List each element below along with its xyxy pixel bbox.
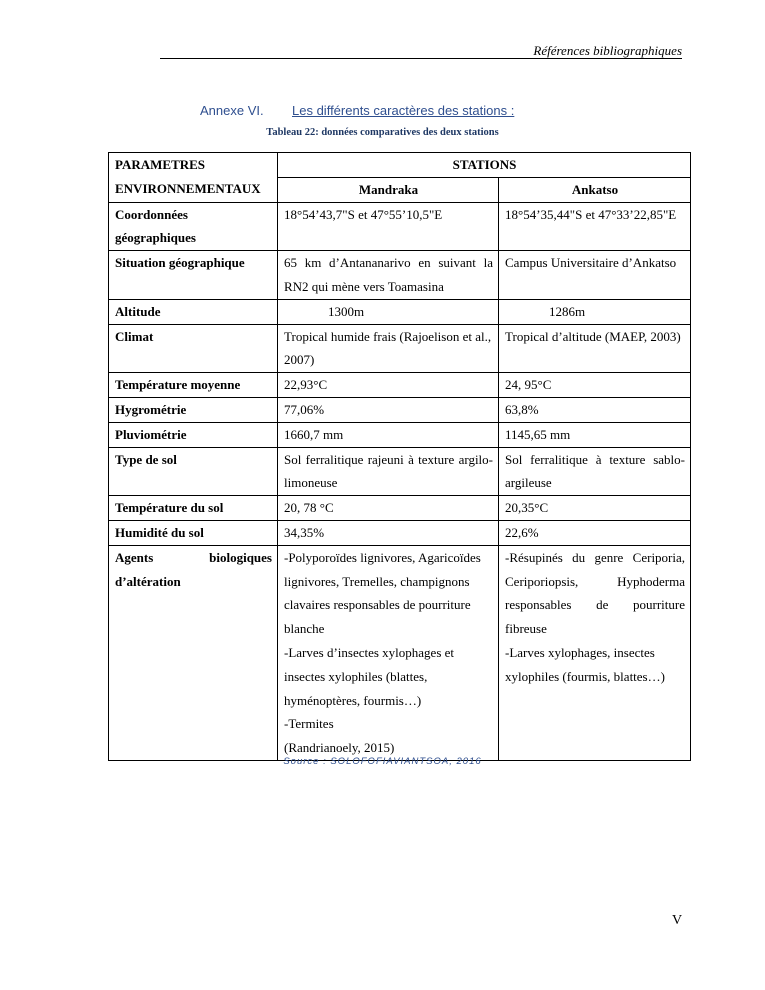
- mandraka-agents-cell: -Polyporoïdes lignivores, Agaricoïdes lignivores, Tremelles, champignons clavaires responsables de pourriture blanche -Larves d’insectes xylophages et insectes xylophiles (blattes, hyménoptères, fourmis…) -Termites (Randrianoely, 2015): [278, 545, 499, 760]
- table-row: [109, 422, 691, 447]
- ankatso-cell: 18°54’35,44"S et 47°33’22,85"E: [499, 202, 691, 251]
- mandraka-cell: Tropical humide frais (Rajoelison et al., 2007): [278, 324, 499, 373]
- mandraka-cell: 1660,7 mm: [278, 422, 499, 447]
- table-row: [109, 202, 691, 251]
- running-header-title: Références bibliographiques: [533, 43, 682, 58]
- param-cell: Altitude: [109, 299, 278, 324]
- ankatso-cell: 24, 95°C: [499, 373, 691, 398]
- mandraka-cell: 18°54’43,7"S et 47°55’10,5"E: [278, 202, 499, 251]
- ankatso-cell: Sol ferralitique à texture sablo-argileuse: [499, 447, 691, 496]
- ankatso-cell: Campus Universitaire d’Ankatso: [499, 251, 691, 300]
- table-row: [109, 520, 691, 545]
- stations-table: [108, 152, 691, 761]
- station-ankatso-header: Ankatso: [499, 177, 691, 202]
- ankatso-cell: 63,8%: [499, 397, 691, 422]
- ankatso-cell: 20,35°C: [499, 496, 691, 521]
- table-row-agents: [109, 545, 691, 760]
- table-header-row: [109, 153, 691, 178]
- ankatso-cell: 1145,65 mm: [499, 422, 691, 447]
- table-source: Source : SOLOFOFIAVIANTSOA, 2016: [283, 756, 482, 767]
- stations-header: STATIONS: [278, 153, 691, 178]
- param-cell-agents: Agents biologiques d’altération: [109, 545, 278, 760]
- running-header: [160, 43, 682, 59]
- station-mandraka-header: Mandraka: [278, 177, 499, 202]
- table-row: [109, 496, 691, 521]
- ankatso-cell: 22,6%: [499, 520, 691, 545]
- mandraka-cell: 20, 78 °C: [278, 496, 499, 521]
- param-cell: Situation géographique: [109, 251, 278, 300]
- table-row: [109, 299, 691, 324]
- mandraka-cell: Sol ferralitique rajeuni à texture argilo-limoneuse: [278, 447, 499, 496]
- ankatso-agents-cell: -Résupinés du genre Ceriporia, Ceriporiopsis, Hyphoderma responsables de pourriture fibreuse -Larves xylophages, insectes xylophiles (fourmis, blattes…): [499, 545, 691, 760]
- page-number: V: [672, 913, 683, 928]
- param-cell: Humidité du sol: [109, 520, 278, 545]
- mandraka-cell: 34,35%: [278, 520, 499, 545]
- table-row: [109, 397, 691, 422]
- param-cell: Type de sol: [109, 447, 278, 496]
- param-column-header: PARAMETRES ENVIRONNEMENTAUX: [109, 153, 278, 203]
- annex-heading: [200, 103, 514, 118]
- annex-title: Les différents caractères des stations :: [292, 103, 515, 118]
- param-cell: Pluviométrie: [109, 422, 278, 447]
- table-caption: Tableau 22: données comparatives des deux stations: [266, 127, 499, 138]
- table-row: [109, 373, 691, 398]
- mandraka-cell: 77,06%: [278, 397, 499, 422]
- table-row: [109, 324, 691, 373]
- table-row: [109, 447, 691, 496]
- mandraka-cell: 22,93°C: [278, 373, 499, 398]
- table-row: [109, 251, 691, 300]
- ankatso-cell: Tropical d’altitude (MAEP, 2003): [499, 324, 691, 373]
- param-cell: Hygrométrie: [109, 397, 278, 422]
- mandraka-cell: 1300m: [278, 299, 499, 324]
- ankatso-cell: 1286m: [499, 299, 691, 324]
- mandraka-cell: 65 km d’Antananarivo en suivant la RN2 qui mène vers Toamasina: [278, 251, 499, 300]
- param-cell: Température du sol: [109, 496, 278, 521]
- annex-label: Annexe VI.: [200, 103, 264, 118]
- param-cell: Climat: [109, 324, 278, 373]
- param-cell: Température moyenne: [109, 373, 278, 398]
- param-cell: Coordonnées géographiques: [109, 202, 278, 251]
